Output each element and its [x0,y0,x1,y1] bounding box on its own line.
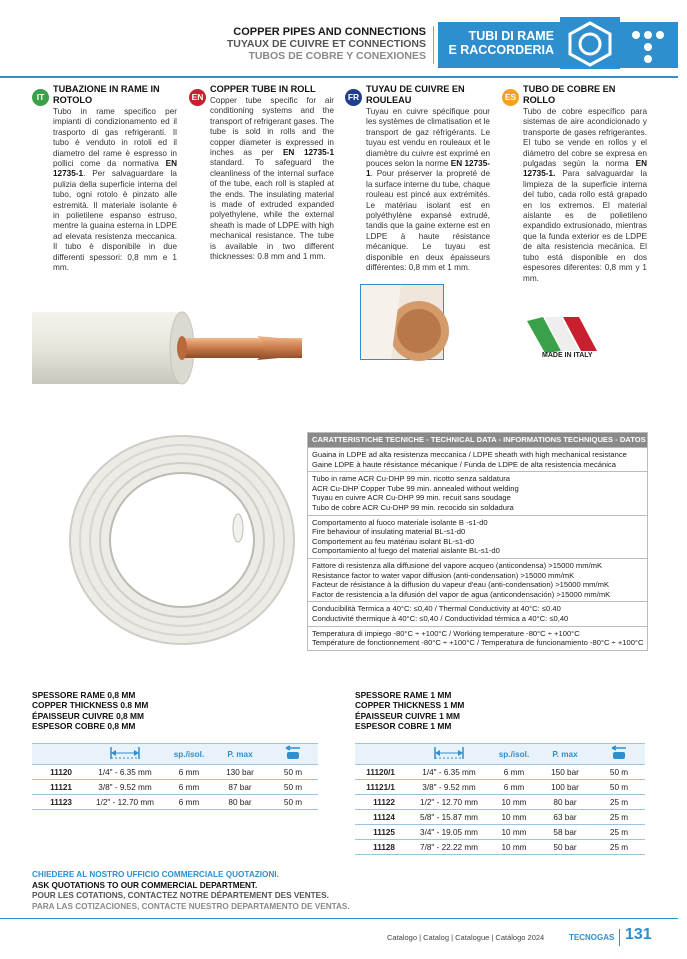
page-number: 131 [625,926,652,943]
spec10-title: SPESSORE RAME 1 MM COPPER THICKNESS 1 MM ÉPAISSEUR CUIVRE 1 MM ESPESOR COBRE 1 MM [355,690,465,732]
footer-brand: TECNOGAS [569,933,615,942]
quote-es: PARA LAS COTIZACIONES, CONTACTE NUESTRO DEPARTAMENTO DE VENTAS. [32,901,350,911]
column-fr [366,84,490,274]
diameter-icon [407,744,491,765]
spec10-header-row [355,744,645,765]
table-row: 11128 7/8" - 22.22 mm 10 mm 50 bar 25 m [355,840,645,855]
insulated-tube-image [32,300,352,388]
header-rule [0,76,678,78]
made-in-italy-label: MADE IN ITALY [542,352,593,359]
tech-group-conductivity: Conducibilità Termica a 40°C: ≤0,40 / Thermal Conductivity at 40°C: ≤0.40 Conductivité thermique à 40°C: ≤0,40 / Conductividad térmica a 40°C: ≤0,40 [308,601,647,625]
table-row: 11121/1 3/8" - 9.52 mm 6 mm 100 bar 50 m [355,780,645,795]
tech-group-copper: Tubo in rame ACR Cu-DHP 99 min. ricotto senza saldatura ACR Cu-DHP Copper Tube 99 min. annealed without welding Tuyau en cuivre ACR Cu-DHP 99 min. recuit sans soudage Tubo de cobre ACR Cu-DHP 99 min. recocido sin soldadura [308,471,647,514]
column-fr-title: TUYAU DE CUIVRE EN ROULEAU [366,84,465,105]
table-row: 11120/1 1/4" - 6.35 mm 6 mm 150 bar 50 m [355,765,645,780]
spec08-header-row [32,744,318,765]
section-label-line1: TUBI DI RAME [468,29,554,43]
tube-coil-image [62,428,302,653]
spec08-col-pmax: P. max [212,744,268,765]
tech-group-sheath: Guaina in LDPE ad alta resistenza meccanica / LDPE sheath with high mechanical resistance Gaine LDPE à haute résistance mécanique / Funda de LDPE de alta resistencia mecánica [308,447,647,471]
column-it-text: Tubo in rame specifico per impianti di condizionamento ed il trasporto di gas refrigeranti. Il tubo è venduto in rotoli ed il diametro del rame è espresso in pollici come da normativa EN 12735-1. Per salvaguardare la pulizia della superficie interna del tubo, ogni rotolo è pinzato alle estremità. Il materiale isolante è in polietilene espanso estruso, mentre la guaina esterna in LDPE ad elevata resistenza meccanica. Il tubo è disponibile in due differenti spessori: 0,8 mm e 1 mm. [53,107,177,273]
header-title-fr: TUYAUX DE CUIVRE ET CONNECTIONS [226,38,426,50]
badge-it: IT [32,89,49,106]
table-row: 11122 1/2" - 12.70 mm 10 mm 80 bar 25 m [355,795,645,810]
table-row: 11125 3/4" - 19.05 mm 10 mm 58 bar 25 m [355,825,645,840]
column-es-text: Tubo de cobre específico para sistemas de aire acondicionado y transporte de gases refrigerantes. El tubo se vende en rollos y el diámetro del cobre se expresa en pulgadas según la norma EN 12735-1. Para salvaguardar la limpieza de la superficie interna del tubo, cada rollo está grapado en los extremos. El material aislante es de polietileno expandido extrusionado, mientras que la funda exterior es de LDPE de alta resistencia mecánica. El tubo está disponible en dos espesores diferentes: 0,8 mm y 1 mm. [523,107,647,283]
tech-group-vapor: Fattore di resistenza alla diffusione del vapore acqueo (anticondensa) >15000 mm/mK Resistance factor to water vapor diffusion (anti-condensation) >15000 mm/mK Facteur de résistance à la diffusion du vapeur d'eau (anti-condensation) >15000 mm/mK Factor de resistencia a la difusión del vapor de agua (anticondensación) >15000 mm/mK [308,558,647,601]
footer-catalog: Catalogo | Catalog | Catalogue | Catálogo 2024 [387,933,545,942]
technical-data-header: CARATTERISTICHE TECNICHE - TECHNICAL DATA - INFORMATIONS TECHNIQUES - DATOS TÉCNICOS [308,433,647,447]
brand-dots-icon [620,22,678,68]
tech-group-temperature: Temperatura di impiego -80°C ÷ +100°C / Working temperature -80°C ÷ +100°C Température de fonctionnement -80°C ÷ +100°C / Temperatura de funcionamiento -80°C ÷ +100°C [308,626,647,650]
roll-length-icon [268,744,318,765]
quote-en: ASK QUOTATIONS TO OUR COMMERCIAL DEPARTMENT. [32,880,258,890]
section-label [438,22,560,68]
column-en-title: COPPER TUBE IN ROLL [210,84,316,94]
column-fr-text: Tuyau en cuivre spécifique pour les systèmes de climatisation et le transport de gaz réfrigérants. Le tuyau est vendu en rouleaux et le diamètre du cuivre est exprimé en pouces selon la norme EN 12735-1. Pour préserver la propreté de la surface interne du tube, chaque rouleau est pincé aux extrémités. Le matériau isolant est en polyéthylène expansé extrudé, tandis que la gaine externe est en LDPE à haute résistance mécanique. Le tuyau est disponible en deux épaisseurs différentes: 0,8 mm et 1 mm. [366,107,490,273]
spec10-col-iso: sp./isol. [491,744,537,765]
header-title-es: TUBOS DE COBRE Y CONEXIONES [248,50,426,62]
spec10-col-pmax: P. max [537,744,593,765]
column-en-text: Copper tube specific for air conditioning systems and the transport of refrigerant gases. The tube is sold in rolls and the copper diameter is expressed in inches as per EN 12735-1 standard. To safeguard the cleanliness of the internal surface of the tube, each roll is stapled at the ends. The insulating material is made of extruded expanded polyethylene, while the external sheath is made of LDPE with high mechanical resistance. The tube is available in two different thicknesses: 0.8 mm and 1 mm. [210,96,334,262]
table-row: 11120 1/4" - 6.35 mm 6 mm 130 bar 50 m [32,765,318,780]
column-it [53,84,177,274]
column-en [210,84,334,263]
badge-es: ES [502,89,519,106]
badge-fr: FR [345,89,362,106]
spec08-table [32,743,318,810]
footer-rule [0,918,678,919]
table-row: 11121 3/8" - 9.52 mm 6 mm 87 bar 50 m [32,780,318,795]
header-divider [433,26,434,64]
header-titles [227,26,426,62]
footer-divider [619,929,620,946]
table-row: 11124 5/8" - 15.87 mm 10 mm 63 bar 25 m [355,810,645,825]
column-es [523,84,647,284]
tube-closeup-photo [360,284,444,360]
quote-fr: POUR LES COTATIONS, CONTACTEZ NOTRE DÉPARTEMENT DES VENTES. [32,891,329,900]
spec08-col-iso: sp./isol. [166,744,212,765]
tech-group-fire: Comportamento al fuoco materiale isolante B -s1-d0 Fire behaviour of insulating material BL-s1-d0 Comportement au feu matériau isolant BL-s1-d0 Comportamiento al fuego del material aislante BL-s1-d0 [308,515,647,558]
section-label-line2: E RACCORDERIA [448,43,554,57]
table-row: 11123 1/2" - 12.70 mm 6 mm 80 bar 50 m [32,795,318,810]
technical-data-table [307,432,687,651]
spec08-title: SPESSORE RAME 0,8 MM COPPER THICKNESS 0.8 MM ÉPAISSEUR CUIVRE 0,8 MM ESPESOR COBRE 0,8 MM [32,690,149,732]
quotation-notice [32,870,350,912]
roll-length-icon [593,744,645,765]
quote-it: CHIEDERE AL NOSTRO UFFICIO COMMERCIALE QUOTAZIONI. [32,870,279,879]
diameter-icon [84,744,166,765]
badge-en: EN [189,89,206,106]
spec10-table [355,743,645,855]
column-it-title: TUBAZIONE IN RAME IN ROTOLO [53,84,160,105]
header-title-en: COPPER PIPES AND CONNECTIONS [233,26,426,38]
column-es-title: TUBO DE COBRE EN ROLLO [523,84,616,105]
italian-flag-icon [527,317,597,353]
hex-nut-icon [560,17,620,69]
